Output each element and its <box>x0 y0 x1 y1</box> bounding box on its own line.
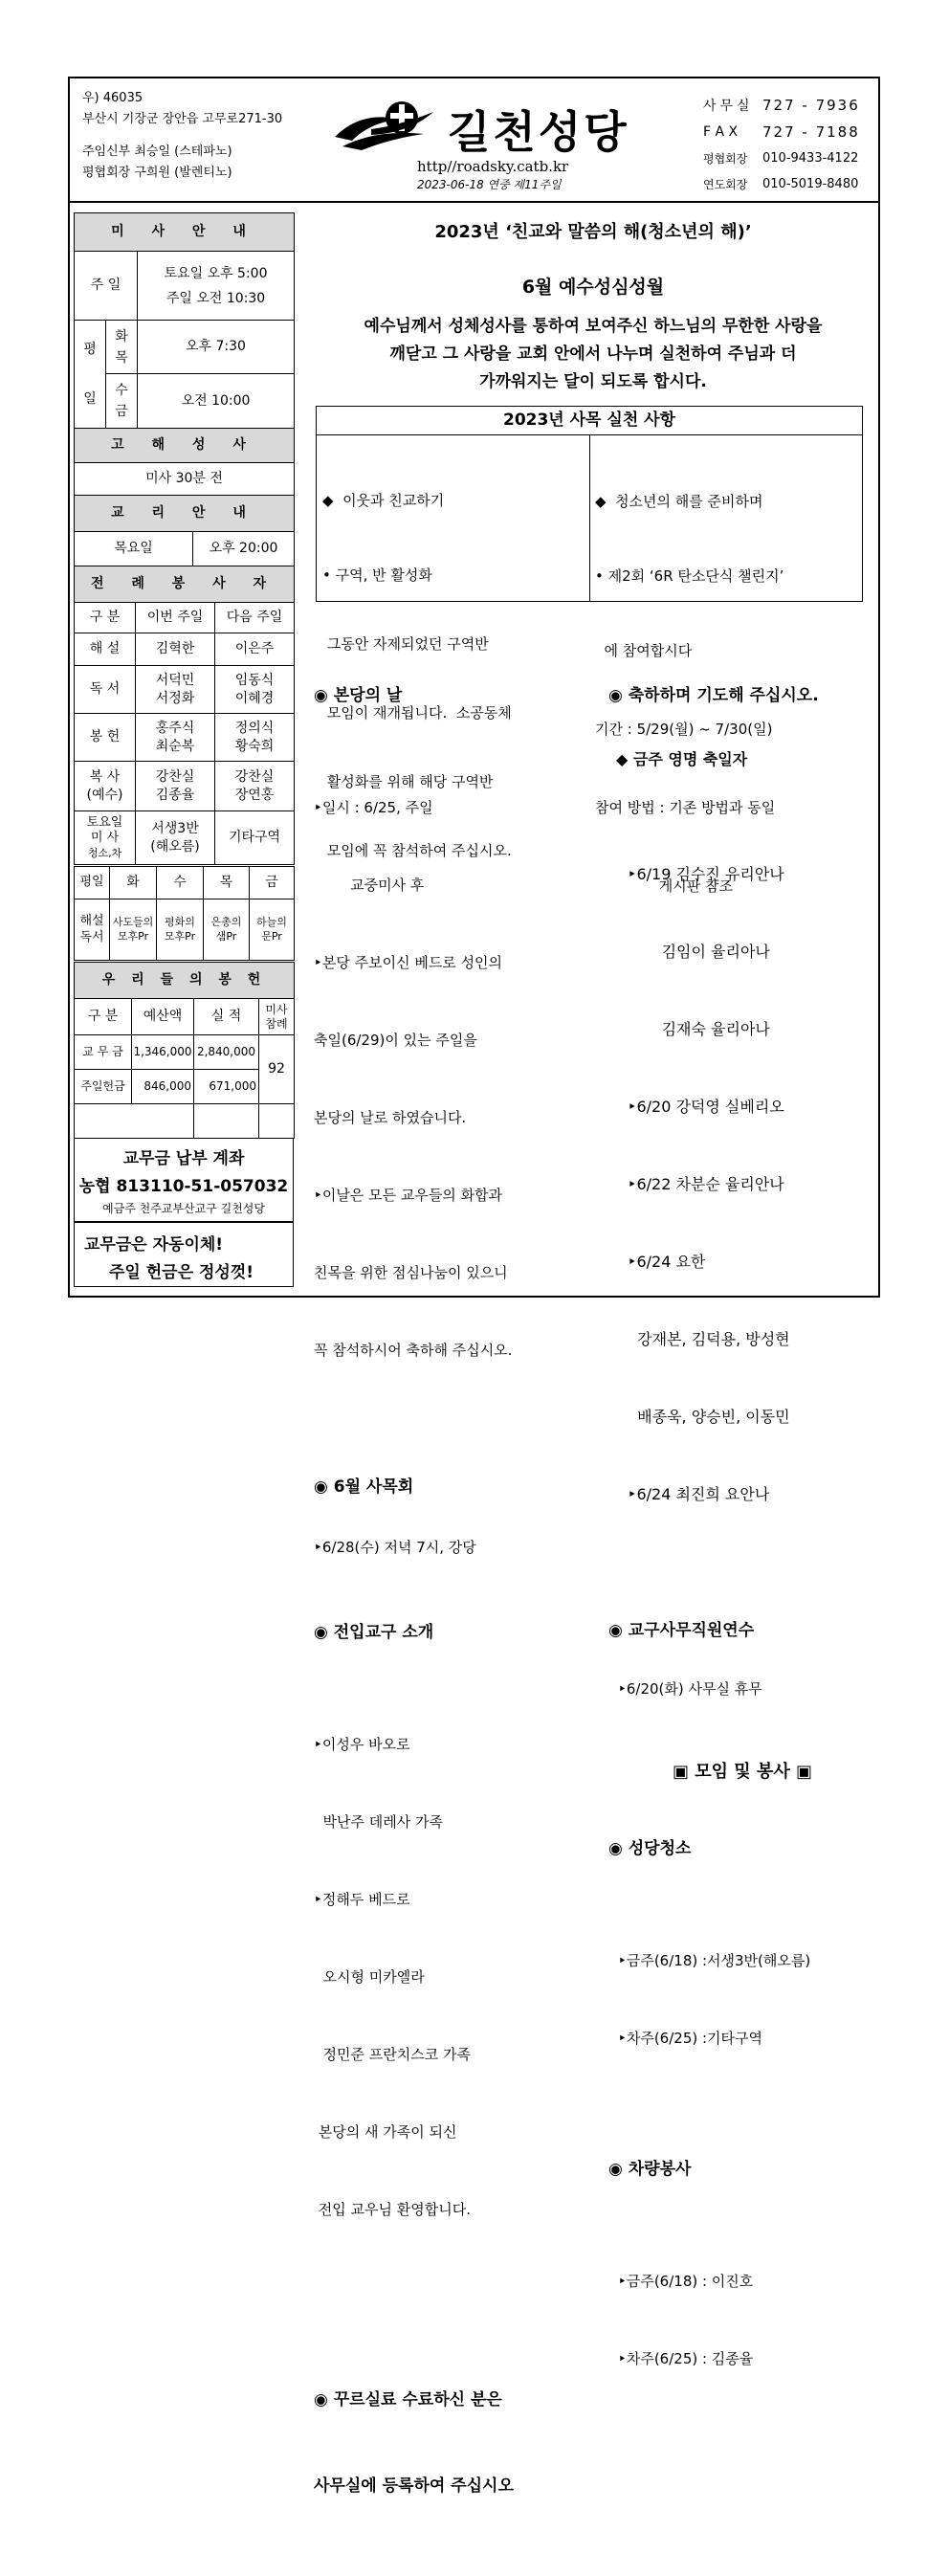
newcomer-line: ‣정해두 베드로 <box>314 1891 410 1908</box>
practice-line: 게시판 참조 <box>595 877 733 895</box>
offering-title: 우 리 들 의 봉 헌 <box>75 963 295 999</box>
contact-value: 727 - 7936 <box>762 97 860 114</box>
catechism-time: 오후 20:00 <box>193 532 295 566</box>
weekday-head: 목 <box>204 867 250 899</box>
saturday-label: 미 사 <box>90 830 120 845</box>
weekday-val: 사도들의 모후Pr <box>110 899 157 961</box>
patron-title: ◉ 본당의 날 <box>314 686 403 705</box>
saturday-next: 기타구역 <box>215 811 295 865</box>
mass-table <box>74 212 295 496</box>
contact-value: 010-5019-8480 <box>762 177 859 191</box>
server-next: 강찬실 장연홍 <box>215 762 295 811</box>
mass-title: 미 사 안 내 <box>75 213 295 252</box>
saturday-this: 서생3반 (해오름) <box>136 811 215 865</box>
newcomer-line: 박난주 데레사 가족 <box>314 1813 443 1831</box>
server-next: 이은주 <box>215 633 295 666</box>
newcomer-line: ‣이성우 바오로 <box>314 1736 410 1753</box>
offering-table <box>74 962 295 1139</box>
account-number: 농협 813110-51-057032 <box>78 1177 289 1196</box>
practice-title: 2023년 사목 실천 사항 <box>317 407 862 435</box>
offering-actual: 2,840,000 <box>194 1035 259 1070</box>
servers-title: 전 례 봉 사 자 <box>75 566 295 603</box>
server-this: 홍주식 최순복 <box>136 714 215 762</box>
month-title: 6월 예수성심성월 <box>521 277 665 298</box>
patron-line: ‣일시 : 6/25, 주일 <box>314 799 433 816</box>
weekday-val: 하늘의 문Pr <box>250 899 295 961</box>
catechism-title: 교 리 안 내 <box>75 496 295 532</box>
server-role: 복 사 (예수) <box>75 762 136 811</box>
contact-value: 727 - 7188 <box>762 123 860 141</box>
feast-line: 김임이 율리아나 <box>628 943 770 961</box>
church-name: 길천성당 <box>448 106 629 158</box>
contacts <box>703 92 875 197</box>
weekday-val: 평화의 모후Pr <box>157 899 204 961</box>
council-president: 평협회장 구희원 (발렌티노) <box>82 166 232 180</box>
server-next: 임동식 이혜경 <box>215 666 295 714</box>
month-text <box>308 313 878 396</box>
server-this: 서덕민 서정화 <box>136 666 215 714</box>
weekday-servers-table <box>74 866 295 961</box>
weekday-head: 금 <box>250 867 295 899</box>
sunday-time: 주일 오전 10:30 <box>166 290 266 306</box>
sunday-time: 토요일 오후 5:00 <box>164 265 268 281</box>
cleaning-line: ‣금주(6/18) :서생3반(해오름) <box>618 1952 811 1969</box>
celebrate-title: ◉ 축하하며 기도해 주십시오. <box>608 686 819 705</box>
parking-line: ‣금주(6/18) : 이진호 <box>618 2273 754 2290</box>
weekday-label: 평 <box>83 342 97 357</box>
offering-actual: 671,000 <box>194 1070 259 1104</box>
feast-line: ‣6/20 강덕영 실베리오 <box>628 1098 784 1116</box>
mass-time: 오후 7:30 <box>138 321 295 374</box>
day-label: 수 <box>115 383 128 398</box>
offering-head: 구 분 <box>75 999 132 1035</box>
server-this: 강찬실 김종율 <box>136 762 215 811</box>
practice-line: 모임이 재개됩니다. 소공동체 <box>322 704 512 722</box>
right-column <box>608 645 876 2442</box>
account-holder: 예금주 천주교부산교구 길천성당 <box>102 1202 265 1215</box>
patron-line: ‣이날은 모든 교우들의 화합과 <box>314 1187 503 1204</box>
patron-line: 축일(6/29)이 있는 주일을 <box>314 1032 477 1049</box>
month-text-line: 예수님께서 성체성사를 통하여 보여주신 하느님의 무한한 사랑을 <box>364 317 823 336</box>
mass-time: 오전 10:00 <box>138 374 295 429</box>
practice-line: 그동안 자제되었던 구역반 <box>322 635 489 653</box>
server-role: 봉 헌 <box>75 714 136 762</box>
server-role: 해 설 <box>75 633 136 666</box>
catechism-table <box>74 495 295 566</box>
practice-line: 기간 : 5/29(월) ~ 7/30(일) <box>595 721 773 738</box>
training-line: ‣6/20(화) 사무실 휴무 <box>618 1680 762 1698</box>
weekday-head: 수 <box>157 867 204 899</box>
offering-budget: 1,346,000 <box>132 1035 194 1070</box>
newcomer-line: 오시형 미카엘라 <box>314 1968 425 1986</box>
offering-head: 실 적 <box>194 999 259 1035</box>
patron-line: 꼭 참석하시어 축하해 주십시오. <box>314 1342 513 1359</box>
parking-line: ‣차주(6/25) : 김종율 <box>618 2350 754 2367</box>
feast-line: 강재본, 김덕용, 방성현 <box>628 1330 790 1348</box>
feast-title: ◆ 금주 영명 축일자 <box>616 750 748 768</box>
practice-line: 에 참여합시다 <box>595 642 693 659</box>
contact-label: 사무실 <box>703 99 754 114</box>
offering-head: 예산액 <box>132 999 194 1035</box>
servers-head: 이번 주일 <box>136 603 215 633</box>
feast-line: ‣6/24 최진희 요안나 <box>628 1485 770 1503</box>
month-text-line: 깨닫고 그 사랑을 교회 안에서 나누며 실천하여 주님과 더 <box>389 344 797 364</box>
practice-line: • 구역, 반 활성화 <box>322 566 432 584</box>
weekday-label: 일 <box>83 391 97 407</box>
offering-label: 교 무 금 <box>75 1035 132 1070</box>
newcomers-title: ◉ 전입교구 소개 <box>314 1623 434 1642</box>
practice-line: 참여 방법 : 기존 방법과 동일 <box>595 799 776 816</box>
practice-divider <box>589 434 590 601</box>
day-label: 금 <box>115 404 128 419</box>
servers-table <box>74 566 295 865</box>
patron-line: 친목을 위한 점심나눔이 있으니 <box>314 1264 508 1281</box>
practice-line: ◆ 이웃과 친교하기 <box>322 492 445 509</box>
header-left <box>82 88 282 184</box>
contact-label: 평협회장 <box>703 152 748 166</box>
feast-line: ‣6/22 차분순 율리안나 <box>628 1175 784 1193</box>
sunday-label: 주 일 <box>75 252 138 321</box>
offering-label: 주일헌금 <box>75 1070 132 1104</box>
postal-code: 우) 46035 <box>82 91 143 105</box>
contact-label: F A X <box>703 124 739 140</box>
server-role: 독 서 <box>75 666 136 714</box>
confession-text: 미사 30분 전 <box>75 463 295 496</box>
feast-line: 배종욱, 양승빈, 이동민 <box>628 1408 790 1426</box>
website-url[interactable]: http//roadsky.catb.kr <box>417 158 569 175</box>
practice-line: ◆ 청소년의 해를 준비하며 <box>595 493 763 510</box>
catechism-day: 목요일 <box>75 532 193 566</box>
meeting-title: ▣ 모임 및 봉사 ▣ <box>672 1762 813 1782</box>
mass-attendance: 92 <box>259 1035 295 1104</box>
practice-line: • 제2회 ‘6R 탄소단식 챌린지’ <box>595 567 784 585</box>
notice-line1: 교무금은 자동이체! <box>84 1235 224 1255</box>
patron-line: 교중미사 후 <box>314 877 425 894</box>
month-text-line: 가까워지는 달이 되도록 합시다. <box>479 372 707 391</box>
newcomer-line: 전입 교우님 환영합니다. <box>314 2201 471 2218</box>
offering-budget: 846,000 <box>132 1070 194 1104</box>
saturday-label: 청소,차 <box>87 846 122 859</box>
day-label: 목 <box>115 349 128 366</box>
cursillo-line: 사무실에 등록하여 주십시오 <box>314 2476 514 2496</box>
cleaning-line: ‣차주(6/25) :기타구역 <box>618 2030 762 2047</box>
account-box <box>74 1138 294 1222</box>
practice-line: 활성화를 위해 해당 구역반 <box>322 773 494 790</box>
notice-box <box>74 1222 294 1287</box>
address: 부산시 기장군 장안읍 고무로271-30 <box>82 112 283 126</box>
council-title: ◉ 6월 사목회 <box>314 1477 414 1497</box>
servers-head: 구 분 <box>75 603 136 633</box>
parking-title: ◉ 차량봉사 <box>608 2160 692 2179</box>
year-title: 2023년 ‘친교와 말씀의 해(청소년의 해)’ <box>434 222 752 242</box>
feast-line: ‣6/19 김수진 유리안나 <box>628 865 784 883</box>
offering-head: 미사 참례 <box>259 999 295 1035</box>
contact-value: 010-9433-4122 <box>762 151 859 166</box>
notice-line2: 주일 헌금은 정성껏! <box>109 1263 254 1282</box>
pastor-name: 주임신부 최승일 (스테파노) <box>82 144 232 159</box>
date-line: 2023-06-18 연중 제11주일 <box>417 178 562 191</box>
newcomer-line: 정민준 프란치스코 가족 <box>314 2046 471 2063</box>
patron-line: 본당의 날로 하였습니다. <box>314 1109 467 1126</box>
saturday-label: 토요일 <box>86 814 123 830</box>
practice-line: 모임에 꼭 참석하여 주십시오. <box>322 842 512 859</box>
confession-title: 고 해 성 사 <box>75 429 295 463</box>
feast-line: ‣6/24 요한 <box>628 1253 706 1271</box>
weekday-head: 화 <box>110 867 157 899</box>
contact-label: 연도회장 <box>703 178 748 191</box>
church-logo-icon <box>333 91 438 158</box>
day-label: 화 <box>115 328 128 344</box>
server-this: 김혁한 <box>136 633 215 666</box>
left-column <box>314 645 591 2576</box>
weekday-head: 평일 <box>75 867 110 899</box>
servers-head: 다음 주일 <box>215 603 295 633</box>
cleaning-title: ◉ 성당청소 <box>608 1839 692 1858</box>
training-title: ◉ 교구사무직원연수 <box>608 1621 755 1640</box>
weekday-role: 해설 독서 <box>75 899 110 961</box>
header-divider <box>68 201 880 203</box>
cursillo-line: ◉ 꾸르실료 수료하신 분은 <box>314 2390 502 2409</box>
feast-line: 김재숙 율리아나 <box>628 1020 770 1038</box>
account-title: 교무금 납부 계좌 <box>122 1149 245 1168</box>
weekday-val: 은총의 샘Pr <box>204 899 250 961</box>
patron-line: ‣본당 주보이신 베드로 성인의 <box>314 954 503 971</box>
newcomer-line: 본당의 새 가족이 되신 <box>314 2123 457 2141</box>
server-next: 정의식 황숙희 <box>215 714 295 762</box>
council-line: ‣6/28(수) 저녁 7시, 강당 <box>314 1539 476 1556</box>
